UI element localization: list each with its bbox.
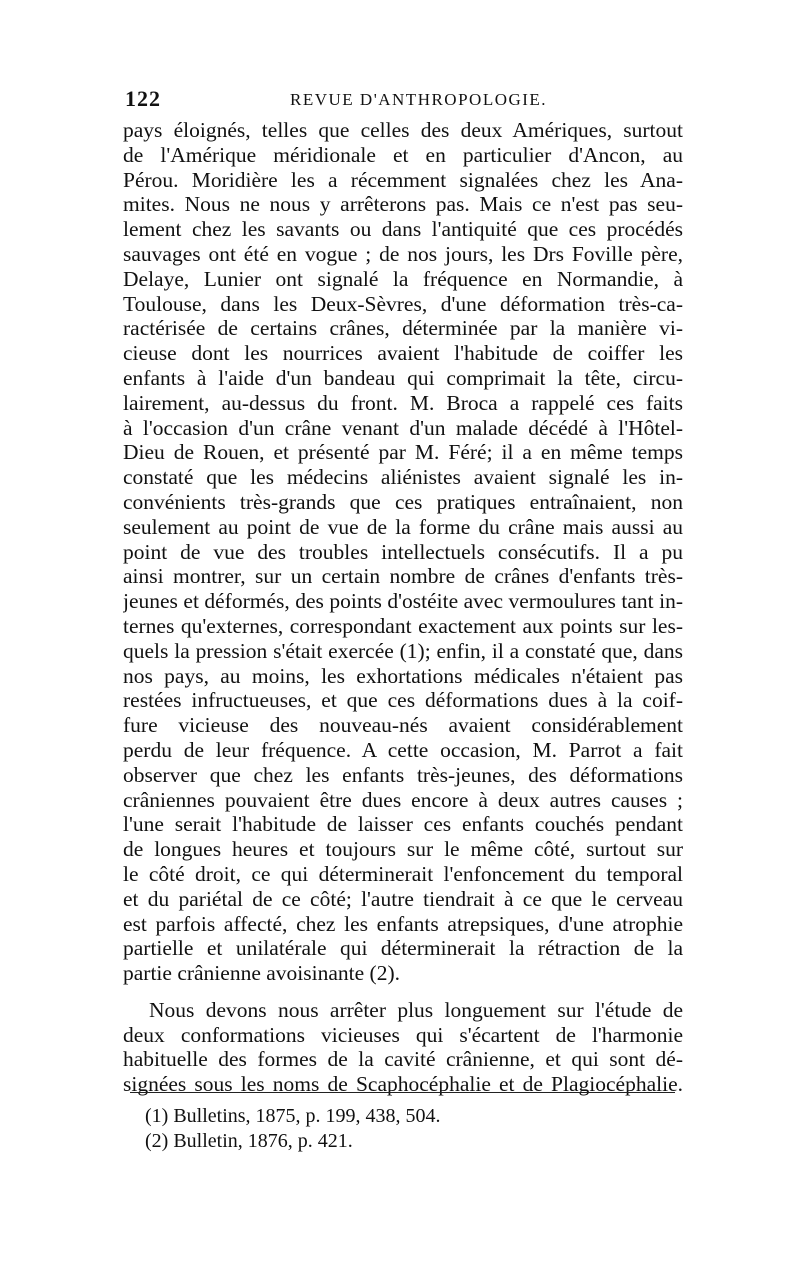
text-line: ternes qu'externes, correspondant exactement aux points sur les-: [123, 613, 683, 638]
paragraph-1: [123, 118, 683, 986]
text-line: fure vicieuse des nouveau-nés avaient considérablement: [123, 713, 683, 738]
text-line: crâniennes pouvaient être dues encore à deux autres causes ;: [123, 787, 683, 812]
text-line: Toulouse, dans les Deux-Sèvres, d'une déformation très-ca-: [123, 291, 683, 316]
text-line: ainsi montrer, sur un certain nombre de crânes d'enfants très-: [123, 564, 683, 589]
text-line: seulement au point de vue de la forme du crâne mais aussi au: [123, 514, 683, 539]
text-line: de longues heures et toujours sur le même côté, surtout sur: [123, 837, 683, 862]
text-line: l'une serait l'habitude de laisser ces enfants couchés pendant: [123, 812, 683, 837]
text-line: sauvages ont été en vogue ; de nos jours, les Drs Foville père,: [123, 241, 683, 266]
paragraph-gap: [123, 986, 683, 998]
text-line: de l'Amérique méridionale et en particulier d'Ancon, au: [123, 142, 683, 167]
text-line: lement chez les savants ou dans l'antiquité que ces procédés: [123, 217, 683, 242]
text-line: lairement, au-dessus du front. M. Broca a rappelé ces faits: [123, 390, 683, 415]
text-line: le côté droit, ce qui déterminerait l'enfoncement du temporal: [123, 861, 683, 886]
text-line: et du pariétal de ce côté; l'autre tiendrait à ce que le cerveau: [123, 886, 683, 911]
text-line: jeunes et déformés, des points d'ostéite avec vermoulures tant in-: [123, 589, 683, 614]
text-line: Dieu de Rouen, et présenté par M. Féré; il a en même temps: [123, 440, 683, 465]
paragraph-2: [123, 998, 683, 1097]
text-line: constaté que les médecins aliénistes avaient signalé les in-: [123, 465, 683, 490]
text-line: cieuse dont les nourrices avaient l'habitude de coiffer les: [123, 341, 683, 366]
body-text: [123, 118, 683, 1097]
text-line: est parfois affecté, chez les enfants atrepsiques, d'une atrophie: [123, 911, 683, 936]
text-line: convénients très-grands que ces pratiques entraînaient, non: [123, 489, 683, 514]
text-line: deux conformations vicieuses qui s'écartent de l'harmonie: [123, 1022, 683, 1047]
text-line: pays éloignés, telles que celles des deux Amériques, surtout: [123, 118, 683, 142]
footnote-rule: [130, 1092, 675, 1093]
footnotes: [145, 1104, 665, 1154]
text-line: habituelle des formes de la cavité crânienne, et qui sont dé-: [123, 1047, 683, 1072]
text-line: signées sous les noms de Scaphocéphalie et de Plagiocéphalie.: [123, 1072, 683, 1097]
text-line: ractérisée de certains crânes, déterminée par la manière vi-: [123, 316, 683, 341]
page-header: [125, 86, 675, 116]
text-line: Delaye, Lunier ont signalé la fréquence en Normandie, à: [123, 266, 683, 291]
text-line: restées infructueuses, et que ces déformations dues à la coif-: [123, 688, 683, 713]
text-line: perdu de leur fréquence. A cette occasion, M. Parrot a fait: [123, 737, 683, 762]
text-line: quels la pression s'était exercée (1); enfin, il a constaté que, dans: [123, 638, 683, 663]
text-line: enfants à l'aide d'un bandeau qui comprimait la tête, circu-: [123, 365, 683, 390]
text-line: Pérou. Moridière les a récemment signalées chez les Ana-: [123, 167, 683, 192]
text-line: observer que chez les enfants très-jeunes, des déformations: [123, 762, 683, 787]
running-title: REVUE D'ANTHROPOLOGIE.: [290, 90, 548, 109]
text-line: Nous devons nous arrêter plus longuement sur l'étude de: [149, 997, 683, 1022]
footnote-1: (1) Bulletins, 1875, p. 199, 438, 504.: [145, 1105, 441, 1127]
text-line: point de vue des troubles intellectuels consécutifs. Il a pu: [123, 539, 683, 564]
text-line: mites. Nous ne nous y arrêterons pas. Mais ce n'est pas seu-: [123, 192, 683, 217]
text-line: nos pays, au moins, les exhortations médicales n'étaient pas: [123, 663, 683, 688]
text-line: à l'occasion d'un crâne venant d'un malade décédé à l'Hôtel-: [123, 415, 683, 440]
text-line: partielle et unilatérale qui déterminerait la rétraction de la: [123, 936, 683, 961]
page-number: 122: [125, 86, 161, 111]
text-line: partie crânienne avoisinante (2).: [123, 961, 400, 986]
footnote-2: (2) Bulletin, 1876, p. 421.: [145, 1130, 353, 1152]
